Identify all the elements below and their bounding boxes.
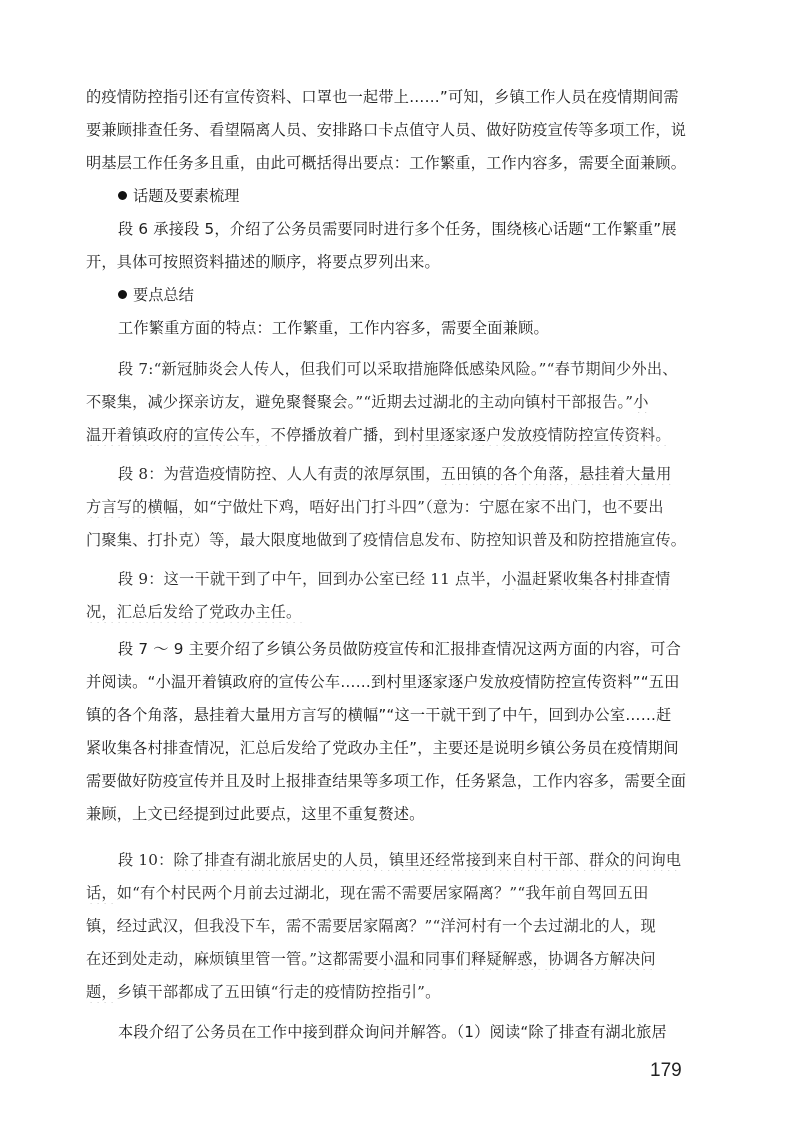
underlined-text: 五田镇的各个角落，悬挂着大量用 — [440, 465, 672, 483]
bullet-dot-icon — [118, 290, 127, 299]
underlined-text: 温开着镇政府的宣传公车， — [86, 426, 271, 444]
underlined-text: 况，汇总后发给了党政办主任。 — [86, 603, 302, 621]
text-line: 段 6 承接段 5，介绍了公务员需要同时进行多个任务，围绕核心话题“工作繁重”展 — [118, 220, 677, 238]
underlined-text: 题， — [86, 983, 117, 1001]
text-line: 镇的各个角落，悬挂着大量用方言写的横幅”“这一干就干到了中午，回到办公室……赶 — [86, 706, 672, 724]
section-heading: 要点总结 — [118, 284, 194, 306]
text-line: 本段介绍了公务员在工作中接到群众询问并解答。（1）阅读“除了排查有湖北旅居 — [118, 1023, 667, 1041]
quote-line: 段 10：除了排查有湖北旅居史的人员，镇里还经常接到来自村干部、群众的问询电 — [118, 851, 682, 869]
quote-line: 门聚集、打扑克）等，最大限度地做到了疫情信息发布、防控知识普及和防控措施宣传。 — [86, 531, 687, 549]
underlined-text: 到村里逐家逐户发放疫情防控宣传资料。 — [393, 426, 671, 444]
text-line: 明基层工作任务多且重，由此可概括得出要点：工作繁重，工作内容多，需要全面兼顾。 — [86, 154, 687, 172]
text-line: 需要做好防疫宣传并且及时上报排查结果等多项工作，任务紧急，工作内容多，需要全面 — [86, 772, 687, 790]
section-heading: 话题及要素梳理 — [118, 185, 239, 207]
quote-line — [86, 601, 698, 623]
text-line: 的疫情防控指引还有宣传资料、口罩也一起带上……”可知，乡镇工作人员在疫情期间需 — [86, 88, 679, 106]
text-line: 紧收集各村排查情况，汇总后发给了党政办主任”，主要还是说明乡镇公务员在疫情期间 — [86, 739, 679, 757]
text-line: 开，具体可按照资料描述的顺序，将要点罗列出来。 — [86, 253, 440, 271]
underlined-text: 话， — [86, 884, 117, 902]
quote-line: 温开着镇政府的宣传公车，不停播放着广播，到村里逐家逐户发放疫情防控宣传资料。 — [86, 426, 671, 444]
underlined-text: 这都需要小温和同事们释疑解惑，协调各方解决问 — [317, 950, 656, 968]
page-number: 179 — [650, 1060, 682, 1081]
underlined-text: 除了排查有湖北旅居史的人员，镇里还经常接到来自村干部、群众的问询电 — [173, 851, 682, 869]
text-line: 工作繁重方面的特点：工作繁重，工作内容多，需要全面兼顾。 — [118, 319, 549, 337]
text-line: 并阅读。“小温开着镇政府的宣传公车……到村里逐家逐户发放疫情防控宣传资料”“五田 — [86, 673, 680, 691]
underlined-text: 小 — [633, 393, 649, 411]
quote-line: 方言写的横幅，如“宁做灶下鸡，唔好出门打斗四”（意为：宁愿在家不出门，也不要出 — [86, 498, 664, 516]
quote-line: 在还到处走动，麻烦镇里管一管。”这都需要小温和同事们释疑解惑，协调各方解决问 — [86, 950, 656, 968]
bullet-dot-icon — [118, 191, 127, 200]
text-line: 段 7 ～ 9 主要介绍了乡镇公务员做防疫宣传和汇报排查情况这两方面的内容，可合 — [118, 640, 682, 658]
text-line: 兼顾，上文已经提到过此要点，这里不重复赘述。 — [86, 805, 425, 823]
underlined-text: 小温赶紧收集各村排查情 — [501, 570, 671, 588]
quote-line: 镇，经过武汉，但我没下车，需不需要居家隔离？”“洋河村有一个去过湖北的人，现 — [86, 917, 656, 935]
quote-line: 不聚集，减少探亲访友，避免聚餐聚会。”“近期去过湖北的主动向镇村干部报告。”小 — [86, 393, 649, 411]
quote-line: 段 7:“新冠肺炎会人传人，但我们可以采取措施降低感染风险。”“春节期间少外出、 — [118, 360, 678, 378]
underlined-text: 方言写的横幅， — [86, 498, 194, 516]
quote-line: 段 9：这一干就干到了中午，回到办公室已经 11 点半，小温赶紧收集各村排查情 — [118, 570, 671, 588]
quote-line: 题，乡镇干部都成了五田镇“行走的疫情防控指引”。 — [86, 983, 441, 1001]
text-line: 要兼顾排查任务、看望隔离人员、安排路口卡点值守人员、做好防疫宣传等多项工作，说 — [86, 121, 687, 139]
quote-line: 段 8：为营造疫情防控、人人有责的浓厚氛围，五田镇的各个角落，悬挂着大量用 — [118, 465, 672, 483]
quote-line: 话，如“有个村民两个月前去过湖北，现在需不需要居家隔离？”“我年前自驾回五田 — [86, 884, 649, 902]
